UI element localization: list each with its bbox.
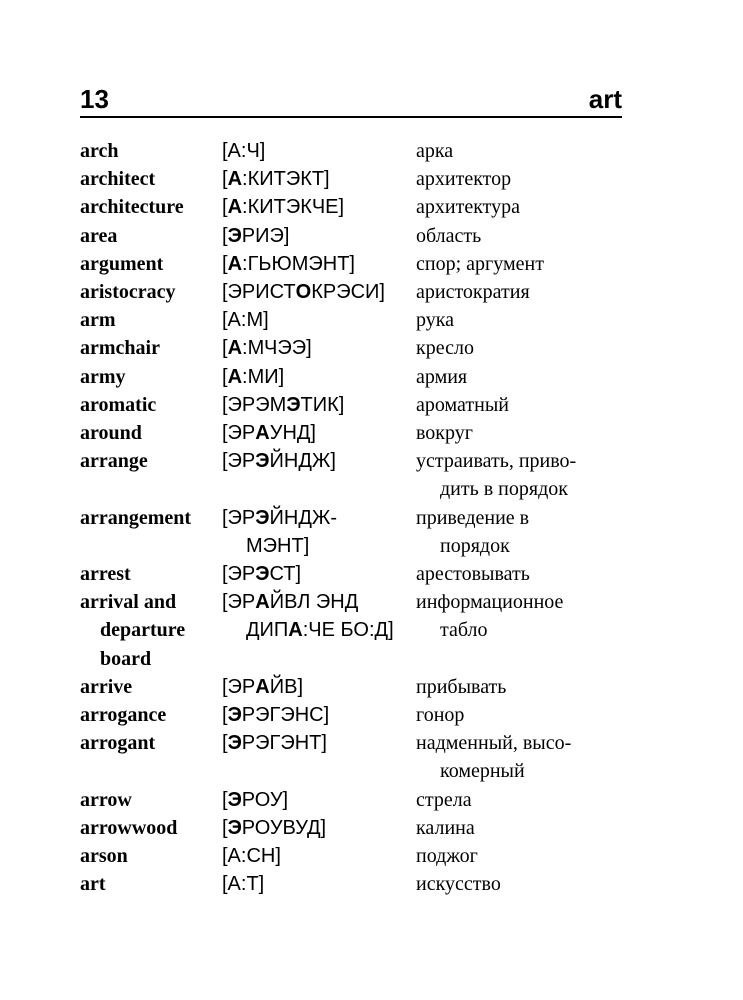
transcription-segment: [: [222, 365, 228, 388]
headword-line: board: [100, 647, 152, 670]
transcription-segment: ТИК]: [300, 393, 345, 416]
dictionary-entry: [80, 560, 640, 588]
translation-line: арестовывать: [416, 563, 530, 586]
translation-line: дить в порядок: [440, 478, 568, 501]
transcription-segment: [ЭР: [222, 591, 256, 614]
transcription-line: [222, 560, 416, 588]
translation-line: прибывать: [416, 675, 507, 698]
transcription-line: [222, 363, 416, 391]
guide-word: art: [588, 84, 622, 114]
transcription-segment: ЙВЛ ЭНД: [269, 591, 359, 614]
dictionary-entry: [80, 447, 640, 503]
transcription-line: [222, 588, 416, 616]
translation-line: арка: [416, 140, 454, 162]
translation-line: ароматный: [416, 393, 509, 416]
translation: [416, 334, 640, 362]
transcription: [222, 306, 416, 334]
translation: [416, 504, 640, 560]
headword-line: departure: [100, 619, 186, 642]
translation-line: спор; аргумент: [416, 252, 544, 275]
translation: [416, 250, 640, 278]
transcription-segment: [ЭР: [222, 563, 256, 586]
transcription-segment: [ЭР: [222, 675, 256, 698]
transcription-segment: КРЭСИ]: [311, 281, 385, 304]
transcription: [222, 447, 416, 475]
translation-line: табло: [440, 619, 488, 642]
transcription: [222, 250, 416, 278]
stressed-letter: А: [255, 675, 270, 698]
transcription: [222, 588, 416, 644]
headword-line: art: [80, 873, 106, 896]
headword: [80, 391, 222, 419]
headword-line: arch: [80, 140, 119, 162]
headword: [80, 842, 222, 870]
headword-line: arrangement: [80, 506, 192, 529]
dictionary-entry: [80, 588, 640, 673]
transcription: [222, 334, 416, 362]
translation-line: гонор: [416, 704, 465, 727]
headword-line: architecture: [80, 196, 184, 219]
transcription-segment: [ЭР: [222, 422, 256, 445]
headword-line: argument: [80, 252, 164, 275]
transcription-segment: СТ]: [269, 563, 302, 586]
dictionary-entry: [80, 278, 640, 306]
dictionary-entry: [80, 701, 640, 729]
translation: [416, 222, 640, 250]
transcription-line: [222, 786, 416, 814]
translation: [416, 870, 640, 898]
headword: [80, 165, 222, 193]
stressed-letter: А: [227, 337, 243, 360]
transcription-segment: [А:СН]: [222, 845, 281, 868]
dictionary-entry: [80, 165, 640, 193]
translation: [416, 419, 640, 447]
translation-line: порядок: [440, 534, 510, 557]
headword: [80, 588, 222, 673]
transcription-segment: :МИ]: [242, 365, 285, 388]
transcription-segment: [ЭР: [222, 450, 256, 473]
transcription-segment: [: [222, 168, 228, 191]
transcription: [222, 814, 416, 842]
translation-line: искусство: [416, 873, 501, 896]
transcription-segment: :КИТЭКТ]: [242, 168, 330, 191]
headword-line: arm: [80, 309, 116, 332]
transcription-segment: РИЭ]: [241, 224, 290, 247]
translation-line: архитектура: [416, 196, 521, 219]
stressed-letter: Э: [255, 506, 270, 529]
dictionary-entry: [80, 842, 640, 870]
stressed-letter: Э: [227, 732, 242, 755]
transcription-segment: ДИП: [246, 619, 289, 642]
headword-line: arrogance: [80, 704, 167, 727]
transcription: [222, 278, 416, 306]
dictionary-entry: [80, 250, 640, 278]
transcription-segment: [: [222, 196, 228, 219]
dictionary-entry: [80, 363, 640, 391]
translation-line: комерный: [440, 760, 525, 783]
headword-line: armchair: [80, 337, 160, 360]
headword: [80, 419, 222, 447]
transcription-line: [222, 278, 416, 306]
translation-line: надменный, высо-: [416, 732, 572, 755]
headword: [80, 334, 222, 362]
translation: [416, 447, 640, 503]
transcription: [222, 701, 416, 729]
transcription-line: [222, 532, 416, 560]
translation: [416, 701, 640, 729]
transcription-segment: [: [222, 816, 228, 839]
transcription-segment: :ЧЕ БО:Д]: [302, 619, 394, 642]
translation-line: армия: [416, 365, 468, 388]
transcription-line: [222, 870, 416, 898]
headword-line: arrogant: [80, 732, 156, 755]
transcription-segment: :ГЬЮМЭНТ]: [242, 252, 355, 275]
translation: [416, 588, 640, 644]
stressed-letter: А: [255, 591, 270, 614]
transcription-line: [222, 250, 416, 278]
headword-line: arrive: [80, 675, 133, 698]
transcription: [222, 391, 416, 419]
dictionary-entry: [80, 334, 640, 362]
headword: [80, 814, 222, 842]
translation-line: вокруг: [416, 422, 473, 445]
headword: [80, 504, 222, 532]
transcription: [222, 222, 416, 250]
dictionary-entry: [80, 306, 640, 334]
translation-line: кресло: [416, 337, 474, 360]
translation-line: область: [416, 224, 482, 247]
transcription-line: [222, 334, 416, 362]
translation: [416, 278, 640, 306]
dictionary-entry: [80, 729, 640, 785]
translation-line: рука: [416, 309, 455, 332]
stressed-letter: А: [288, 619, 303, 642]
transcription-line: [222, 137, 416, 165]
translation: [416, 391, 640, 419]
headword-line: aristocracy: [80, 281, 176, 304]
transcription: [222, 193, 416, 221]
dictionary-entry: [80, 786, 640, 814]
headword-line: army: [80, 365, 126, 388]
transcription: [222, 786, 416, 814]
transcription-segment: [А:М]: [222, 309, 269, 332]
dictionary-entry: [80, 814, 640, 842]
stressed-letter: А: [227, 168, 243, 191]
transcription-segment: :МЧЭЭ]: [242, 337, 312, 360]
headword-line: arson: [80, 845, 128, 868]
headword: [80, 870, 222, 898]
headword: [80, 306, 222, 334]
headword-line: architect: [80, 168, 156, 191]
transcription-line: [222, 165, 416, 193]
translation-line: стрела: [416, 788, 472, 811]
headword: [80, 250, 222, 278]
transcription-segment: РЭГЭНС]: [241, 704, 330, 727]
transcription: [222, 137, 416, 165]
stressed-letter: А: [227, 365, 243, 388]
headword: [80, 701, 222, 729]
transcription-segment: [А:Т]: [222, 873, 265, 896]
headword: [80, 786, 222, 814]
transcription-line: [222, 222, 416, 250]
stressed-letter: Э: [227, 816, 242, 839]
translation: [416, 193, 640, 221]
transcription-line: [222, 673, 416, 701]
transcription-line: [222, 701, 416, 729]
headword: [80, 729, 222, 757]
headword-line: arrest: [80, 563, 131, 586]
headword: [80, 278, 222, 306]
transcription: [222, 560, 416, 588]
headword: [80, 673, 222, 701]
dictionary-entry: [80, 391, 640, 419]
headword: [80, 193, 222, 221]
headword: [80, 447, 222, 475]
transcription-segment: РЭГЭНТ]: [241, 732, 327, 755]
translation-line: поджог: [416, 845, 478, 868]
translation-line: приведение в: [416, 506, 530, 529]
transcription-segment: [: [222, 732, 228, 755]
transcription-segment: [: [222, 337, 228, 360]
headword-line: area: [80, 224, 118, 247]
dictionary-entry: [80, 870, 640, 898]
stressed-letter: Э: [255, 450, 270, 473]
stressed-letter: Э: [227, 788, 242, 811]
transcription-line: [222, 729, 416, 757]
transcription-segment: ЙНДЖ-: [269, 506, 338, 529]
dictionary-entry: [80, 673, 640, 701]
translation: [416, 560, 640, 588]
transcription-line: [222, 814, 416, 842]
transcription-line: [222, 306, 416, 334]
transcription-segment: РОУВУД]: [241, 816, 327, 839]
transcription-line: [222, 419, 416, 447]
transcription-segment: :КИТЭКЧЕ]: [242, 196, 345, 219]
translation: [416, 673, 640, 701]
transcription: [222, 504, 416, 560]
transcription-segment: [: [222, 224, 228, 247]
headword: [80, 363, 222, 391]
transcription-segment: МЭНТ]: [246, 534, 310, 557]
transcription-segment: [ЭРЭМ: [222, 393, 287, 416]
dictionary-entries: [80, 137, 640, 898]
headword-line: arrival and: [80, 591, 177, 614]
page-header: [80, 82, 622, 118]
translation-line: архитектор: [416, 168, 512, 191]
transcription-line: [222, 193, 416, 221]
translation-line: информационное: [416, 591, 564, 614]
translation: [416, 363, 640, 391]
transcription-segment: [ЭРИСТ: [222, 281, 296, 304]
translation-line: аристократия: [416, 281, 530, 304]
translation: [416, 814, 640, 842]
stressed-letter: Э: [255, 563, 270, 586]
headword-line: around: [80, 422, 142, 445]
headword-line: arrange: [80, 450, 148, 473]
transcription-segment: [ЭР: [222, 506, 256, 529]
transcription-line: [222, 616, 416, 644]
translation: [416, 729, 640, 785]
transcription: [222, 419, 416, 447]
transcription: [222, 870, 416, 898]
transcription-segment: ЙВ]: [269, 675, 304, 698]
translation: [416, 306, 640, 334]
transcription-line: [222, 391, 416, 419]
translation: [416, 137, 640, 165]
dictionary-entry: [80, 137, 640, 165]
dictionary-entry: [80, 222, 640, 250]
stressed-letter: О: [295, 281, 312, 304]
headword-line: arrow: [80, 788, 132, 811]
dictionary-entry: [80, 193, 640, 221]
stressed-letter: Э: [227, 224, 242, 247]
transcription-segment: [А:Ч]: [222, 140, 266, 162]
transcription-segment: [: [222, 788, 228, 811]
transcription: [222, 165, 416, 193]
transcription-segment: УНД]: [269, 422, 316, 445]
stressed-letter: Э: [227, 704, 242, 727]
page-number: 13: [80, 84, 109, 114]
headword-line: arrowwood: [80, 816, 178, 839]
transcription-segment: ЙНДЖ]: [269, 450, 336, 473]
headword: [80, 222, 222, 250]
dictionary-entry: [80, 419, 640, 447]
headword: [80, 560, 222, 588]
transcription: [222, 363, 416, 391]
headword: [80, 137, 222, 165]
transcription-line: [222, 447, 416, 475]
transcription-line: [222, 504, 416, 532]
stressed-letter: А: [227, 252, 243, 275]
translation: [416, 786, 640, 814]
dictionary-entry: [80, 504, 640, 560]
translation: [416, 842, 640, 870]
stressed-letter: Э: [286, 393, 301, 416]
translation: [416, 165, 640, 193]
translation-line: устраивать, приво-: [416, 450, 577, 473]
transcription: [222, 673, 416, 701]
transcription-segment: [: [222, 704, 228, 727]
transcription-segment: РОУ]: [241, 788, 289, 811]
transcription: [222, 842, 416, 870]
headword-line: aromatic: [80, 393, 157, 416]
translation-line: калина: [416, 816, 475, 839]
transcription-line: [222, 842, 416, 870]
transcription-segment: [: [222, 252, 228, 275]
stressed-letter: А: [255, 422, 270, 445]
stressed-letter: А: [227, 196, 243, 219]
transcription: [222, 729, 416, 757]
